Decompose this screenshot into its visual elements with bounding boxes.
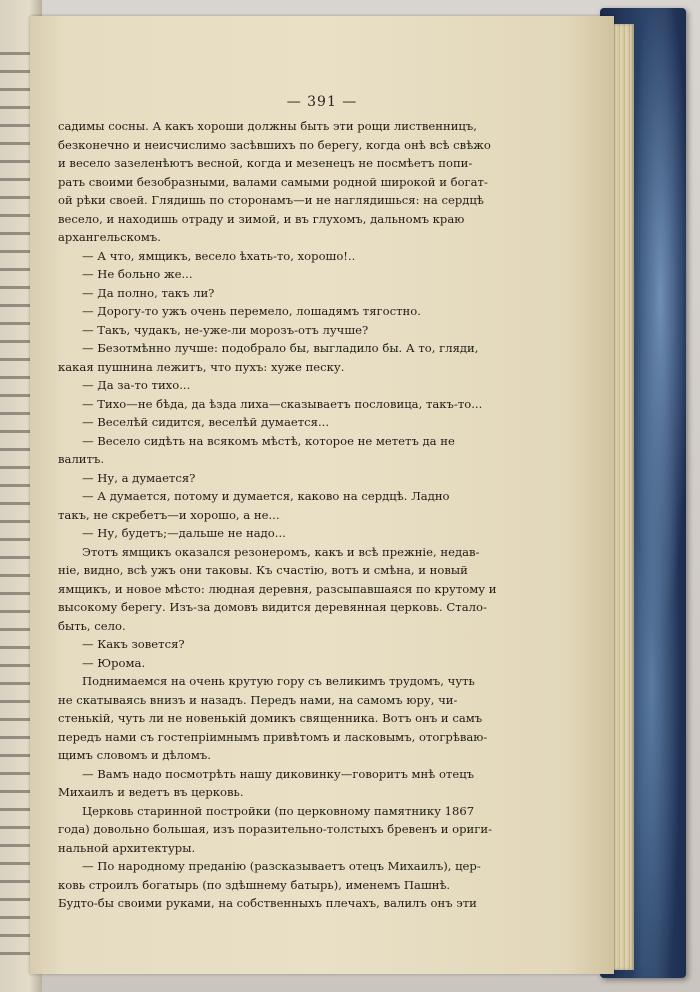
text-line: нальной архитектуры. — [58, 840, 196, 855]
text-line: — Ну, а думается? — [82, 470, 196, 485]
text-line: такъ, не скребетъ—и хорошо, а не... — [58, 507, 280, 522]
text-line: не скатываясь внизъ и назадъ. Передъ нами, на самомъ юру, чи- — [58, 692, 458, 707]
text-line: — Веселѣй сидится, веселѣй думается... — [82, 415, 330, 429]
text-line: — А думается, потому и думается, каково на сердцѣ. Ладно — [82, 489, 450, 503]
text-line: — Да полно, такъ ли? — [82, 285, 215, 300]
text-line: — Дорогу-то ужъ очень перемело, лошадямъ тягостно. — [82, 304, 421, 318]
text-line: и весело зазеленѣютъ весной, когда и мезенецъ не посмѣетъ попи- — [58, 156, 473, 170]
text-line: — Вамъ надо посмотрѣть нашу диковинку—говоритъ мнѣ отецъ — [82, 766, 475, 781]
text-line: — Не больно же... — [82, 267, 193, 281]
page-number: — 391 — — [286, 94, 358, 110]
text-line: — Ну, будетъ;—дальше не надо... — [82, 526, 286, 540]
text-line: валитъ. — [58, 452, 105, 466]
text-line: щимъ словомъ и дѣломъ. — [58, 748, 211, 762]
text-line: ковь строилъ богатырь (по здѣшнему батырь), именемъ Пашнѣ. — [58, 877, 451, 892]
text-line: года) довольно большая, изъ поразительно-толстыхъ бревенъ и ориги- — [58, 822, 492, 836]
text-line: — Юрома. — [82, 655, 146, 670]
text-line: — Тихо—не бѣда, да ѣзда лиха—сказываетъ пословица, такъ-то... — [82, 396, 483, 411]
text-line: высокому берегу. Изъ-за домовъ видится деревянная церковь. Стало- — [58, 600, 487, 614]
text-line: — А что, ямщикъ, весело ѣхать-то, хорошо!.. — [82, 248, 356, 263]
text-line: — Безотмѣнно лучше: подобрало бы, выгладило бы. А то, гляди, — [82, 341, 479, 355]
text-line: Церковь старинной постройки (по церковному памятнику 1867 — [82, 803, 475, 818]
text-line: весело, и находишь отраду и зимой, и въ глухомъ, дальномъ краю — [58, 211, 465, 226]
text-line: ямщикъ, и новое мѣсто: людная деревня, разсыпавшаяся по крутому и — [58, 581, 497, 596]
text-line: — Весело сидѣть на всякомъ мѣстѣ, которое не мететъ да не — [82, 433, 455, 448]
page-stack-edges — [612, 24, 634, 970]
book-page — [30, 16, 614, 974]
text-line: — Да за-то тихо... — [82, 378, 191, 392]
text-line: — Такъ, чудакъ, не-уже-ли морозъ-отъ лучше? — [82, 322, 369, 337]
text-line: передъ нами съ гостепріимнымъ привѣтомъ и ласковымъ, отогрѣваю- — [58, 729, 488, 744]
text-line: — Какъ зовется? — [82, 637, 185, 651]
text-line: рать своими безобразными, валами самыми родной широкой и богат- — [58, 174, 488, 189]
page-body-text — [58, 117, 604, 913]
text-line: безконечно и неисчислимо засѣвшихъ по берегу, когда онѣ всѣ свѣжо — [58, 137, 491, 152]
text-line: ой рѣки своей. Глядишь по сторонамъ—и не наглядишься: на сердцѣ — [58, 193, 484, 207]
text-line: Будто-бы своими руками, на собственныхъ плечахъ, валилъ онъ эти — [58, 896, 477, 910]
text-line: Поднимаемся на очень крутую гору съ великимъ трудомъ, чуть — [82, 674, 475, 688]
text-line: Этотъ ямщикъ оказался резонеромъ, какъ и всѣ прежніе, недав- — [82, 544, 480, 559]
text-line: — По народному преданію (разсказываетъ отецъ Михаилъ), цер- — [82, 859, 481, 873]
text-line: архангельскомъ. — [58, 230, 161, 244]
text-line: быть, село. — [58, 618, 126, 633]
text-line: стенькій, чуть ли не новенькій домикъ священника. Вотъ онъ и самъ — [58, 711, 483, 725]
text-line: Михаилъ и ведетъ въ церковь. — [58, 785, 244, 799]
text-line: какая пушнина лежитъ, что пухъ: хуже песку. — [58, 359, 345, 374]
text-line: ніе, видно, всѣ ужъ они таковы. Къ счастію, вотъ и смѣна, и новый — [58, 563, 468, 577]
text-line: садимы сосны. А какъ хороши должны быть эти рощи лиственницъ, — [58, 119, 477, 133]
